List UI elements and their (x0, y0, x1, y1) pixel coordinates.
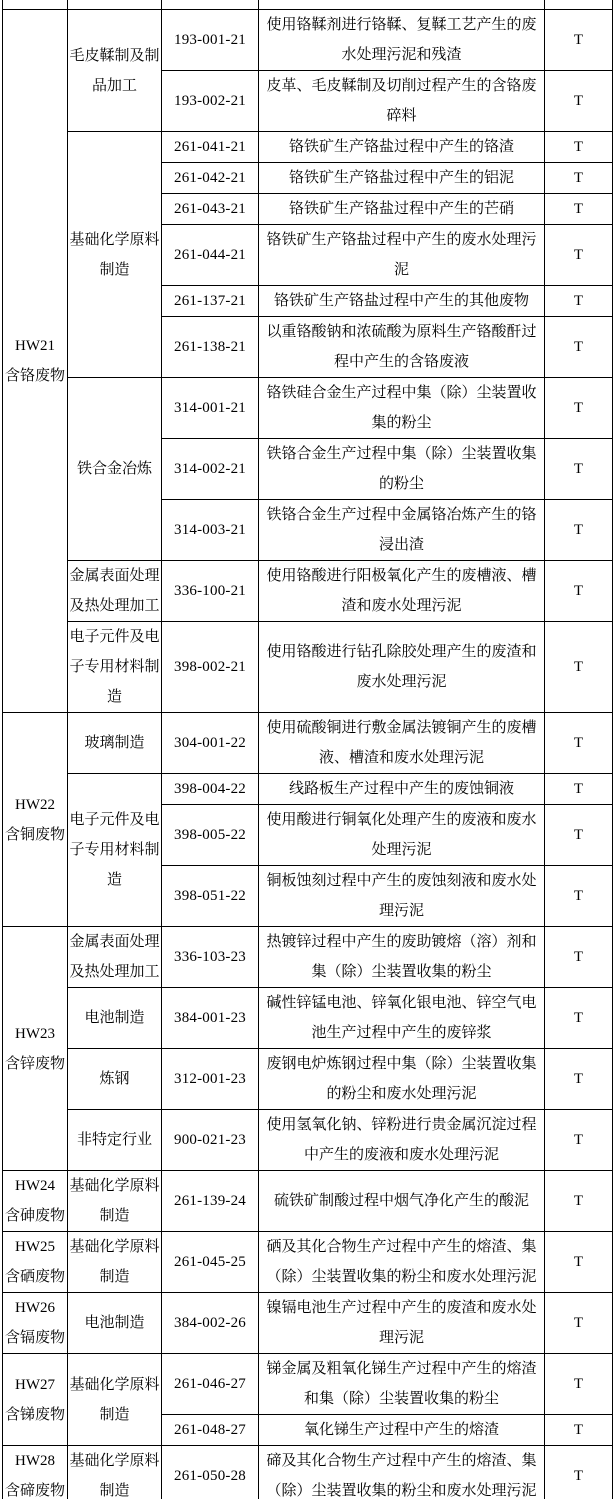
waste-table-body (3, 10, 613, 1499)
hazard-property-cell: T (545, 10, 613, 71)
waste-code-cell: 261-138-21 (162, 317, 259, 378)
hazard-property-cell: T (545, 1293, 613, 1354)
hazard-property-cell: T (545, 500, 613, 561)
waste-code-cell: 336-103-23 (162, 927, 259, 988)
waste-row (3, 1293, 613, 1354)
waste-description-cell: 铬铁矿生产铬盐过程中产生的废水处理污泥 (259, 225, 545, 286)
waste-code-cell: 261-137-21 (162, 286, 259, 317)
waste-description-cell: 铬铁硅合金生产过程中集（除）尘装置收集的粉尘 (259, 378, 545, 439)
category-code: HW25 (15, 1239, 55, 1255)
waste-code-cell: 384-001-23 (162, 988, 259, 1049)
partial-cell (3, 0, 68, 10)
waste-row (3, 378, 613, 439)
hazard-property-cell: T (545, 1232, 613, 1293)
hazard-property-cell: T (545, 1415, 613, 1446)
waste-code-cell: 261-050-28 (162, 1446, 259, 1499)
hazard-property-cell: T (545, 1171, 613, 1232)
waste-code-cell: 261-043-21 (162, 194, 259, 225)
waste-code-cell: 398-005-22 (162, 805, 259, 866)
waste-code-cell: 312-001-23 (162, 1049, 259, 1110)
waste-description-cell: 使用铬酸进行阳极氧化产生的废槽液、槽渣和废水处理污泥 (259, 561, 545, 622)
hazard-property-cell: T (545, 132, 613, 163)
waste-code-cell: 261-042-21 (162, 163, 259, 194)
hazard-property-cell: T (545, 378, 613, 439)
waste-row (3, 713, 613, 774)
waste-description-cell: 使用硫酸铜进行敷金属法镀铜产生的废槽液、槽渣和废水处理污泥 (259, 713, 545, 774)
industry-cell: 炼钢 (68, 1049, 162, 1110)
industry-cell: 电池制造 (68, 1293, 162, 1354)
waste-description-cell: 镍镉电池生产过程中产生的废渣和废水处理污泥 (259, 1293, 545, 1354)
waste-row (3, 1446, 613, 1499)
industry-cell: 毛皮鞣制及制品加工 (68, 10, 162, 132)
category-label: 含硒废物 (4, 1269, 65, 1285)
category-label: 含碲废物 (4, 1483, 65, 1499)
category-code: HW28 (15, 1453, 55, 1469)
category-code: HW27 (15, 1376, 55, 1393)
waste-code-cell: 314-003-21 (162, 500, 259, 561)
hazard-property-cell: T (545, 1049, 613, 1110)
waste-code-cell: 261-139-24 (162, 1171, 259, 1232)
category-label: 含镉废物 (4, 1330, 65, 1346)
industry-cell: 金属表面处理及热处理加工 (68, 561, 162, 622)
waste-row (3, 10, 613, 71)
partial-cell (545, 0, 613, 10)
waste-row (3, 622, 613, 713)
waste-code-cell: 304-001-22 (162, 713, 259, 774)
waste-row (3, 774, 613, 805)
industry-cell: 基础化学原料制造 (68, 1171, 162, 1232)
category-label: 含锌废物 (4, 1055, 65, 1072)
waste-description-cell: 硫铁矿制酸过程中烟气净化产生的酸泥 (259, 1171, 545, 1232)
industry-cell: 基础化学原料制造 (68, 1232, 162, 1293)
waste-code-cell: 314-001-21 (162, 378, 259, 439)
industry-cell: 基础化学原料制造 (68, 1354, 162, 1446)
waste-description-cell: 以重铬酸钠和浓硫酸为原料生产铬酸酐过程中产生的含铬废液 (259, 317, 545, 378)
industry-cell: 玻璃制造 (68, 713, 162, 774)
hazard-property-cell: T (545, 317, 613, 378)
industry-cell: 基础化学原料制造 (68, 1446, 162, 1499)
waste-row (3, 1232, 613, 1293)
waste-code-cell: 384-002-26 (162, 1293, 259, 1354)
category-cell (3, 1293, 68, 1354)
waste-code-cell: 398-002-21 (162, 622, 259, 713)
hazard-property-cell: T (545, 713, 613, 774)
category-cell (3, 713, 68, 927)
category-label: 含砷废物 (4, 1208, 65, 1224)
hazardous-waste-table (2, 0, 613, 1499)
waste-description-cell: 皮革、毛皮鞣制及切削过程产生的含铬废碎料 (259, 71, 545, 132)
waste-row (3, 988, 613, 1049)
category-code: HW21 (15, 338, 55, 354)
waste-code-cell: 336-100-21 (162, 561, 259, 622)
category-cell (3, 927, 68, 1171)
waste-code-cell: 193-001-21 (162, 10, 259, 71)
waste-row (3, 561, 613, 622)
waste-row (3, 132, 613, 163)
category-cell (3, 1232, 68, 1293)
hazard-property-cell: T (545, 866, 613, 927)
waste-description-cell: 碱性锌锰电池、锌氧化银电池、锌空气电池生产过程中产生的废锌浆 (259, 988, 545, 1049)
waste-code-cell: 193-002-21 (162, 71, 259, 132)
waste-description-cell: 铬铁矿生产铬盐过程中产生的铝泥 (259, 163, 545, 194)
industry-cell: 金属表面处理及热处理加工 (68, 927, 162, 988)
waste-description-cell: 使用铬鞣剂进行铬鞣、复鞣工艺产生的废水处理污泥和残渣 (259, 10, 545, 71)
hazard-property-cell: T (545, 1110, 613, 1171)
waste-code-cell: 398-051-22 (162, 866, 259, 927)
waste-code-cell: 261-041-21 (162, 132, 259, 163)
waste-description-cell: 使用氢氧化钠、锌粉进行贵金属沉淀过程中产生的废液和废水处理污泥 (259, 1110, 545, 1171)
hazard-property-cell: T (545, 163, 613, 194)
category-code: HW24 (15, 1178, 55, 1194)
category-cell (3, 1446, 68, 1499)
hazard-property-cell: T (545, 225, 613, 286)
category-code: HW23 (15, 1025, 55, 1042)
partial-row-top (3, 0, 613, 10)
category-label: 含铜废物 (4, 826, 65, 843)
waste-code-cell: 261-046-27 (162, 1354, 259, 1415)
waste-row (3, 1110, 613, 1171)
industry-cell: 非特定行业 (68, 1110, 162, 1171)
category-cell (3, 1171, 68, 1232)
industry-cell: 基础化学原料制造 (68, 132, 162, 378)
waste-code-cell: 261-045-25 (162, 1232, 259, 1293)
category-code: HW26 (15, 1300, 55, 1316)
waste-description-cell: 铁铬合金生产过程中集（除）尘装置收集的粉尘 (259, 439, 545, 500)
hazard-property-cell: T (545, 805, 613, 866)
waste-description-cell: 铜板蚀刻过程中产生的废蚀刻液和废水处理污泥 (259, 866, 545, 927)
partial-row-top-cells (3, 0, 613, 10)
waste-description-cell: 铁铬合金生产过程中金属铬冶炼产生的铬浸出渣 (259, 500, 545, 561)
industry-cell: 铁合金冶炼 (68, 378, 162, 561)
waste-row (3, 927, 613, 988)
waste-row (3, 1171, 613, 1232)
waste-row (3, 1354, 613, 1415)
waste-description-cell: 碲及其化合物生产过程中产生的熔渣、集（除）尘装置收集的粉尘和废水处理污泥 (259, 1446, 545, 1499)
waste-description-cell: 铬铁矿生产铬盐过程中产生的其他废物 (259, 286, 545, 317)
hazard-property-cell: T (545, 988, 613, 1049)
waste-code-cell: 398-004-22 (162, 774, 259, 805)
hazard-property-cell: T (545, 439, 613, 500)
hazard-property-cell: T (545, 1446, 613, 1499)
industry-cell: 电池制造 (68, 988, 162, 1049)
waste-description-cell: 锑金属及粗氧化锑生产过程中产生的熔渣和集（除）尘装置收集的粉尘 (259, 1354, 545, 1415)
waste-row (3, 1049, 613, 1110)
waste-description-cell: 线路板生产过程中产生的废蚀铜液 (259, 774, 545, 805)
waste-description-cell: 使用铬酸进行钻孔除胶处理产生的废渣和废水处理污泥 (259, 622, 545, 713)
waste-description-cell: 废钢电炉炼钢过程中集（除）尘装置收集的粉尘和废水处理污泥 (259, 1049, 545, 1110)
hazard-property-cell: T (545, 1354, 613, 1415)
waste-description-cell: 铬铁矿生产铬盐过程中产生的芒硝 (259, 194, 545, 225)
partial-cell (68, 0, 162, 10)
category-code: HW22 (15, 796, 55, 813)
waste-code-cell: 900-021-23 (162, 1110, 259, 1171)
hazard-property-cell: T (545, 622, 613, 713)
waste-code-cell: 314-002-21 (162, 439, 259, 500)
hazard-property-cell: T (545, 774, 613, 805)
waste-description-cell: 热镀锌过程中产生的废助镀熔（溶）剂和集（除）尘装置收集的粉尘 (259, 927, 545, 988)
hazard-property-cell: T (545, 927, 613, 988)
category-cell (3, 10, 68, 713)
hazard-property-cell: T (545, 194, 613, 225)
partial-cell (259, 0, 545, 10)
category-label: 含铬废物 (4, 368, 65, 384)
hazard-property-cell: T (545, 561, 613, 622)
category-label: 含锑废物 (4, 1406, 65, 1423)
industry-cell: 电子元件及电子专用材料制造 (68, 774, 162, 927)
waste-description-cell: 使用酸进行铜氧化处理产生的废液和废水处理污泥 (259, 805, 545, 866)
industry-cell: 电子元件及电子专用材料制造 (68, 622, 162, 713)
waste-code-cell: 261-044-21 (162, 225, 259, 286)
waste-description-cell: 氧化锑生产过程中产生的熔渣 (259, 1415, 545, 1446)
hazard-property-cell: T (545, 71, 613, 132)
waste-description-cell: 铬铁矿生产铬盐过程中产生的铬渣 (259, 132, 545, 163)
category-cell (3, 1354, 68, 1446)
partial-cell (162, 0, 259, 10)
waste-code-cell: 261-048-27 (162, 1415, 259, 1446)
waste-description-cell: 硒及其化合物生产过程中产生的熔渣、集（除）尘装置收集的粉尘和废水处理污泥 (259, 1232, 545, 1293)
hazard-property-cell: T (545, 286, 613, 317)
